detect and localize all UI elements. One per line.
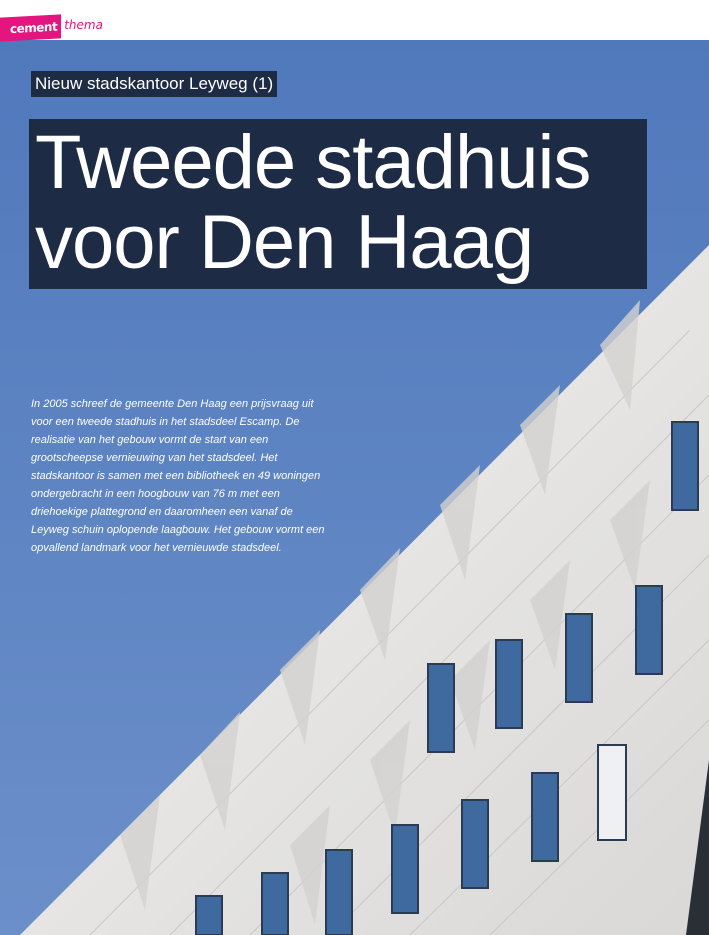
top-margin [0,0,709,40]
section-label: thema [64,18,103,32]
title-line-2: voor Den Haag [35,200,534,285]
magazine-logo: cement [0,14,61,41]
title-block [29,119,647,289]
title-line-1: Tweede stadhuis [35,120,591,205]
magazine-header [0,16,103,40]
article-title [35,120,591,285]
article-intro: In 2005 schreef de gemeente Den Haag een prijsvraag uit voor een tweede stadhuis in het stadsdeel Escamp. De realisatie van het gebouw vormt de start van een grootscheepse vernieuwing van het stadsdeel. Het stadskantoor is samen met een bibliotheek en 49 woningen ondergebracht in een hoogbouw van 76 m met een driehoekige plattegrond en daaromheen een vanaf de Leyweg schuin oplopende laagbouw. Het gebouw vormt een opvallend landmark voor het vernieuwde stadsdeel. [31,398,325,554]
article-kicker: Nieuw stadskantoor Leyweg (1) [31,71,277,97]
